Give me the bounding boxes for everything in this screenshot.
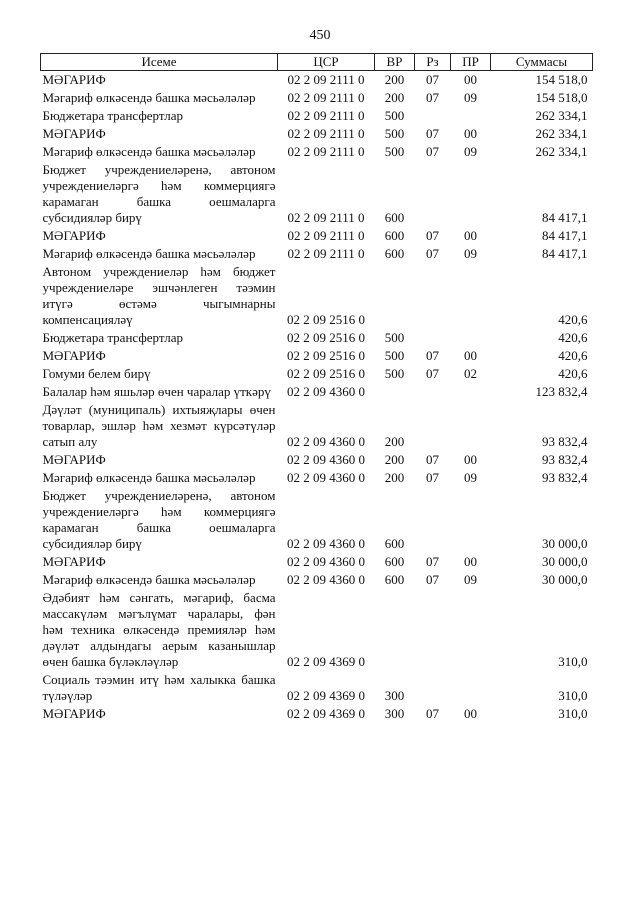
cell-csr: 02 2 09 2111 0 bbox=[287, 90, 365, 105]
cell-rz bbox=[415, 161, 451, 227]
cell-name: Дәүләт (муниципаль) ихтыяҗлары өчен товарлар, эшләр һәм хезмәт күрсәтүләр сатып алу bbox=[42, 402, 276, 449]
cell-name: Бюджет учреждениеләренә, автоном учреждениеләргә һәм коммерциягә карамаган башка оешмаларга субсидияләр бирү bbox=[42, 488, 276, 551]
cell-vr: 600 bbox=[384, 210, 405, 225]
cell-vr: 600 bbox=[384, 554, 405, 569]
cell-name: Бюджетара трансфертлар bbox=[42, 330, 183, 345]
cell-rz: 07 bbox=[426, 554, 439, 569]
cell-csr: 02 2 09 4360 0 bbox=[287, 434, 365, 449]
cell-pr: 00 bbox=[451, 71, 491, 90]
cell-name: МӘГАРИФ bbox=[42, 706, 106, 721]
cell-rz: 07 bbox=[426, 470, 439, 485]
cell-csr: 02 2 09 2111 0 bbox=[278, 71, 375, 90]
table-row bbox=[41, 589, 593, 671]
cell-name: Мәгариф өлкәсендә башка мәсьәләләр bbox=[42, 246, 256, 261]
cell-csr: 02 2 09 4360 0 bbox=[287, 572, 365, 587]
cell-csr: 02 2 09 2516 0 bbox=[287, 312, 365, 327]
cell-rz bbox=[415, 671, 451, 705]
cell-sum: 30 000,0 bbox=[542, 572, 588, 587]
cell-name: МӘГАРИФ bbox=[42, 554, 106, 569]
cell-pr bbox=[451, 329, 491, 347]
cell-pr: 09 bbox=[464, 246, 477, 261]
table-row bbox=[41, 227, 593, 245]
cell-rz bbox=[415, 383, 451, 401]
cell-sum: 154 518,0 bbox=[491, 71, 593, 90]
cell-rz bbox=[415, 401, 451, 451]
page-number: 450 bbox=[309, 28, 331, 43]
cell-csr: 02 2 09 2111 0 bbox=[287, 210, 365, 225]
cell-sum: 84 417,1 bbox=[542, 246, 588, 261]
cell-vr: 500 bbox=[384, 126, 405, 141]
cell-sum: 420,6 bbox=[558, 348, 588, 363]
cell-rz: 07 bbox=[426, 228, 439, 243]
cell-rz: 07 bbox=[426, 246, 439, 261]
table-row bbox=[41, 365, 593, 383]
cell-name: МӘГАРИФ bbox=[42, 126, 106, 141]
cell-sum: 262 334,1 bbox=[535, 126, 588, 141]
cell-pr: 00 bbox=[464, 452, 477, 467]
cell-csr: 02 2 09 4360 0 bbox=[287, 536, 365, 551]
cell-name: Мәгариф өлкәсендә башка мәсьәләләр bbox=[42, 144, 256, 159]
table-row bbox=[41, 107, 593, 125]
header-name: Исеме bbox=[41, 54, 278, 71]
cell-csr: 02 2 09 2111 0 bbox=[287, 108, 365, 123]
header-rz: Рз bbox=[415, 54, 451, 71]
cell-name: Социаль тәэмин итү һәм халыкка башка түләүләр bbox=[42, 672, 276, 703]
table-row bbox=[41, 329, 593, 347]
cell-pr bbox=[451, 671, 491, 705]
cell-vr: 600 bbox=[384, 246, 405, 261]
cell-rz: 07 bbox=[426, 348, 439, 363]
cell-pr bbox=[451, 401, 491, 451]
cell-pr: 00 bbox=[464, 348, 477, 363]
cell-pr: 00 bbox=[464, 126, 477, 141]
cell-name: МӘГАРИФ bbox=[41, 71, 278, 90]
cell-vr: 500 bbox=[384, 330, 405, 345]
cell-vr: 500 bbox=[384, 366, 405, 381]
cell-rz: 07 bbox=[426, 366, 439, 381]
cell-vr bbox=[375, 263, 415, 329]
cell-rz: 07 bbox=[426, 90, 439, 105]
table-row bbox=[41, 553, 593, 571]
cell-sum: 420,6 bbox=[558, 366, 588, 381]
cell-pr: 09 bbox=[464, 572, 477, 587]
cell-pr: 09 bbox=[464, 470, 477, 485]
cell-vr: 300 bbox=[384, 706, 405, 721]
cell-csr: 02 2 09 4360 0 bbox=[287, 452, 365, 467]
cell-csr: 02 2 09 2111 0 bbox=[287, 126, 365, 141]
cell-pr: 00 bbox=[464, 228, 477, 243]
cell-pr: 00 bbox=[464, 706, 477, 721]
cell-sum: 84 417,1 bbox=[542, 228, 588, 243]
cell-vr: 600 bbox=[384, 572, 405, 587]
cell-sum: 310,0 bbox=[558, 688, 588, 703]
cell-sum: 420,6 bbox=[558, 312, 588, 327]
cell-name: МӘГАРИФ bbox=[42, 228, 106, 243]
cell-sum: 93 832,4 bbox=[542, 452, 588, 467]
cell-csr: 02 2 09 4369 0 bbox=[287, 688, 365, 703]
cell-rz: 07 bbox=[426, 126, 439, 141]
table-row bbox=[41, 383, 593, 401]
cell-pr: 09 bbox=[464, 90, 477, 105]
cell-pr: 02 bbox=[464, 366, 477, 381]
header-csr: ЦСР bbox=[278, 54, 375, 71]
cell-name: Мәгариф өлкәсендә башка мәсьәләләр bbox=[42, 90, 256, 105]
cell-pr: 00 bbox=[464, 554, 477, 569]
cell-csr: 02 2 09 2516 0 bbox=[287, 348, 365, 363]
cell-pr bbox=[451, 107, 491, 125]
cell-name: Гомуми белем бирү bbox=[42, 366, 151, 381]
cell-sum: 310,0 bbox=[558, 706, 588, 721]
cell-name: Мәгариф өлкәсендә башка мәсьәләләр bbox=[42, 470, 256, 485]
cell-sum: 262 334,1 bbox=[535, 108, 588, 123]
table-row bbox=[41, 571, 593, 589]
cell-sum: 30 000,0 bbox=[542, 536, 588, 551]
table-row bbox=[41, 263, 593, 329]
cell-name: Бюджет учреждениеләренә, автоном учреждениеләргә һәм коммерциягә карамаган башка оешмаларга субсидияләр бирү bbox=[42, 162, 276, 225]
cell-sum: 30 000,0 bbox=[542, 554, 588, 569]
cell-vr bbox=[375, 383, 415, 401]
cell-rz: 07 bbox=[415, 71, 451, 90]
cell-csr: 02 2 09 4360 0 bbox=[287, 384, 365, 399]
cell-pr bbox=[451, 383, 491, 401]
cell-vr: 200 bbox=[384, 434, 405, 449]
cell-vr: 600 bbox=[384, 536, 405, 551]
table-row bbox=[41, 71, 593, 90]
cell-vr bbox=[375, 589, 415, 671]
cell-rz bbox=[415, 487, 451, 553]
cell-csr: 02 2 09 4369 0 bbox=[287, 654, 365, 669]
cell-rz: 07 bbox=[426, 452, 439, 467]
cell-vr: 500 bbox=[384, 348, 405, 363]
cell-rz: 07 bbox=[426, 572, 439, 587]
table-header bbox=[41, 54, 593, 71]
cell-sum: 310,0 bbox=[558, 654, 588, 669]
cell-sum: 154 518,0 bbox=[535, 90, 588, 105]
cell-sum: 123 832,4 bbox=[535, 384, 588, 399]
cell-vr: 200 bbox=[384, 470, 405, 485]
table-row bbox=[41, 161, 593, 227]
cell-rz bbox=[415, 329, 451, 347]
table-row bbox=[41, 143, 593, 161]
table-row bbox=[41, 125, 593, 143]
budget-table bbox=[40, 53, 593, 723]
cell-vr: 200 bbox=[384, 452, 405, 467]
cell-rz bbox=[415, 589, 451, 671]
cell-pr bbox=[451, 487, 491, 553]
table-row bbox=[41, 89, 593, 107]
header-sum: Суммасы bbox=[491, 54, 593, 71]
table-row bbox=[41, 671, 593, 705]
table-body bbox=[41, 71, 593, 724]
cell-rz bbox=[415, 263, 451, 329]
cell-name: МӘГАРИФ bbox=[42, 348, 106, 363]
table-row bbox=[41, 469, 593, 487]
cell-csr: 02 2 09 2516 0 bbox=[287, 366, 365, 381]
cell-rz: 07 bbox=[426, 144, 439, 159]
cell-name: Балалар һәм яшьләр өчен чаралар үткәрү bbox=[42, 384, 271, 399]
cell-csr: 02 2 09 4360 0 bbox=[287, 470, 365, 485]
cell-csr: 02 2 09 2111 0 bbox=[287, 144, 365, 159]
cell-csr: 02 2 09 2516 0 bbox=[287, 330, 365, 345]
cell-sum: 84 417,1 bbox=[542, 210, 588, 225]
table-row bbox=[41, 451, 593, 469]
cell-csr: 02 2 09 2111 0 bbox=[287, 246, 365, 261]
cell-vr: 500 bbox=[384, 144, 405, 159]
cell-csr: 02 2 09 2111 0 bbox=[287, 228, 365, 243]
cell-vr: 500 bbox=[384, 108, 405, 123]
cell-csr: 02 2 09 4360 0 bbox=[287, 554, 365, 569]
table-row bbox=[41, 245, 593, 263]
cell-name: Бюджетара трансфертлар bbox=[42, 108, 183, 123]
cell-sum: 93 832,4 bbox=[542, 470, 588, 485]
cell-pr bbox=[451, 263, 491, 329]
cell-rz bbox=[415, 107, 451, 125]
cell-name: Мәгариф өлкәсендә башка мәсьәләләр bbox=[42, 572, 256, 587]
cell-pr bbox=[451, 161, 491, 227]
cell-sum: 93 832,4 bbox=[542, 434, 588, 449]
table-row bbox=[41, 401, 593, 451]
cell-pr: 09 bbox=[464, 144, 477, 159]
cell-pr bbox=[451, 589, 491, 671]
cell-sum: 420,6 bbox=[558, 330, 588, 345]
table-row bbox=[41, 705, 593, 723]
header-pr: ПР bbox=[451, 54, 491, 71]
table-row bbox=[41, 347, 593, 365]
cell-vr: 200 bbox=[375, 71, 415, 90]
cell-vr: 200 bbox=[384, 90, 405, 105]
cell-rz: 07 bbox=[426, 706, 439, 721]
table-row bbox=[41, 487, 593, 553]
cell-name: МӘГАРИФ bbox=[42, 452, 106, 467]
cell-name: Әдәбият һәм сәнгать, мәгариф, басма массакүләм мәгълүмат чаралары, фән һәм техника өлкәсендә премияләр һәм дәүләт алдындагы аерым казанышлар өчен башка бүләкләүләр bbox=[42, 590, 276, 669]
cell-csr: 02 2 09 4369 0 bbox=[287, 706, 365, 721]
cell-name: Автоном учреждениеләр һәм бюджет учреждениеләре эшчәнлеген тәэмин итүгә өстәмә чыгымнарны компенсацияләү bbox=[42, 264, 276, 327]
cell-vr: 600 bbox=[384, 228, 405, 243]
header-vr: ВР bbox=[375, 54, 415, 71]
cell-sum: 262 334,1 bbox=[535, 144, 588, 159]
cell-vr: 300 bbox=[384, 688, 405, 703]
